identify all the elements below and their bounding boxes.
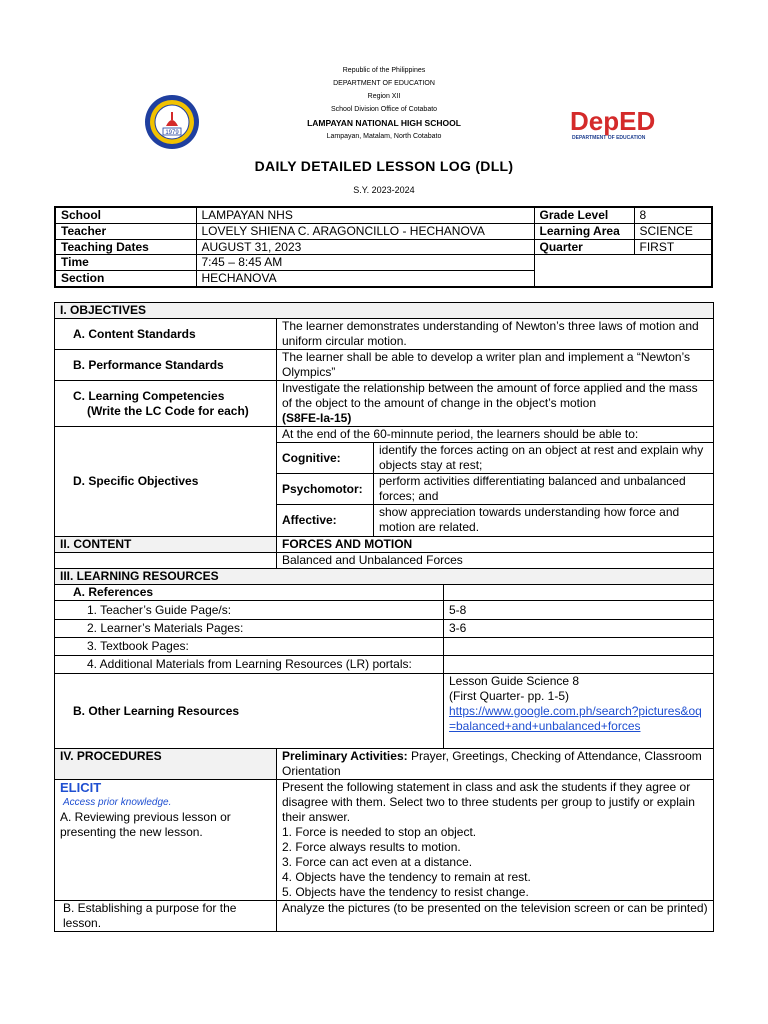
deped-logo-text: DepED xyxy=(570,106,656,136)
teachers-guide-label: 1. Teacher’s Guide Page/s: xyxy=(55,601,444,620)
lc-code: (S8FE-Ia-15) xyxy=(282,411,352,425)
grade-level-value: 8 xyxy=(634,207,712,223)
psychomotor-text: perform activities differentiating balanced and unbalanced forces; and xyxy=(374,474,714,505)
teachers-guide-value: 5-8 xyxy=(444,601,714,620)
specific-objectives-intro: At the end of the 60-minnute period, the learners should be able to: xyxy=(282,427,639,441)
reviewing-lesson-label: A. Reviewing previous lesson or presenting the new lesson. xyxy=(60,810,231,839)
purpose-text: Analyze the pictures (to be presented on the television screen or can be printed) xyxy=(277,901,714,932)
lesson-guide-title: Lesson Guide Science 8 xyxy=(449,674,580,688)
statement-item: 4. Objects have the tendency to remain at rest. xyxy=(282,870,531,884)
psychomotor-label: Psychomotor: xyxy=(277,474,374,505)
purpose-label: B. Establishing a purpose for the lesson. xyxy=(55,901,277,932)
school-label: School xyxy=(55,207,196,223)
procedures-heading: IV. PROCEDURES xyxy=(55,749,277,780)
header-school-name: LAMPAYAN NATIONAL HIGH SCHOOL xyxy=(307,118,461,128)
content-standards-label: A. Content Standards xyxy=(55,319,277,350)
performance-standards-label: B. Performance Standards xyxy=(55,350,277,381)
deped-logo-sub: DEPARTMENT OF EDUCATION xyxy=(572,135,646,141)
header-address: Lampayan, Matalam, North Cotabato xyxy=(326,133,442,140)
learners-materials-label: 2. Learner’s Materials Pages: xyxy=(55,620,444,638)
teacher-label: Teacher xyxy=(55,223,196,239)
preliminary-text: Prayer, Greetings, Checking of Attendance, Classroom Orientation xyxy=(282,749,702,778)
time-label: Time xyxy=(55,255,196,271)
statement-item: 3. Force can act even at a distance. xyxy=(282,855,473,869)
statement-item: 2. Force always results to motion. xyxy=(282,840,461,854)
header-division: School Division Office of Cotabato xyxy=(330,106,438,113)
header-region: Region XII xyxy=(367,93,401,100)
objectives-heading: I. OBJECTIVES xyxy=(55,303,714,319)
lesson-table xyxy=(54,302,714,932)
school-year: S.Y. 2023-2024 xyxy=(353,185,415,195)
other-resources-label: B. Other Learning Resources xyxy=(55,674,444,749)
preliminary-label: Preliminary Activities: xyxy=(282,749,408,763)
content-subtopic: Balanced and Unbalanced Forces xyxy=(277,553,714,569)
elicit-instructions: Present the following statement in class and ask the students if they agree or disagree with them. Select two to three students per group to justify or explain their answer. xyxy=(282,780,695,824)
page-title: DAILY DETAILED LESSON LOG (DLL) xyxy=(254,158,514,174)
textbook-pages-value xyxy=(444,638,714,656)
info-table xyxy=(54,206,713,288)
teaching-dates-label: Teaching Dates xyxy=(55,239,196,255)
learning-competencies-label: C. Learning Competencies xyxy=(73,388,225,403)
lesson-guide-pages: (First Quarter- pp. 1-5) xyxy=(449,689,570,703)
textbook-pages-label: 3. Textbook Pages: xyxy=(55,638,444,656)
header-republic: Republic of the Philippines xyxy=(342,67,426,74)
teaching-dates-value: AUGUST 31, 2023 xyxy=(196,239,534,255)
content-heading: II. CONTENT xyxy=(55,537,277,553)
elicit-label: ELICIT xyxy=(60,780,102,795)
deped-logo xyxy=(568,106,664,147)
quarter-label: Quarter xyxy=(534,239,634,255)
cognitive-label: Cognitive: xyxy=(277,443,374,474)
learning-competencies-note: (Write the LC Code for each) xyxy=(87,403,249,418)
elicit-note: Access prior knowledge. xyxy=(63,797,172,808)
cognitive-text: identify the forces acting on an object at rest and explain why objects stay at rest; xyxy=(374,443,714,474)
header-deped: DEPARTMENT OF EDUCATION xyxy=(333,80,435,87)
affective-label: Affective: xyxy=(277,505,374,536)
references-label: A. References xyxy=(55,585,444,601)
section-value: HECHANOVA xyxy=(196,271,534,287)
grade-level-label: Grade Level xyxy=(534,207,634,223)
resource-link[interactable]: https://www.google.com.ph/search?pictures&oq=balanced+and+unbalanced+forces xyxy=(449,704,702,733)
learning-competencies-text: Investigate the relationship between the amount of force applied and the mass of the object to the amount of change in the object’s motion xyxy=(282,381,698,410)
content-standards-text: The learner demonstrates understanding of Newton’s three laws of motion and uniform circular motion. xyxy=(277,319,714,350)
additional-materials-label: 4. Additional Materials from Learning Resources (LR) portals: xyxy=(55,656,444,674)
learning-area-label: Learning Area xyxy=(534,223,634,239)
resources-heading: III. LEARNING RESOURCES xyxy=(55,569,714,585)
school-seal-year: 1979 xyxy=(165,130,179,136)
statement-item: 1. Force is needed to stop an object. xyxy=(282,825,477,839)
time-value: 7:45 – 8:45 AM xyxy=(196,255,534,271)
teacher-value: LOVELY SHIENA C. ARAGONCILLO - HECHANOVA xyxy=(196,223,534,239)
content-topic: FORCES AND MOTION xyxy=(277,537,714,553)
domain-objectives xyxy=(277,442,713,536)
specific-objectives-label: D. Specific Objectives xyxy=(55,427,277,537)
learners-materials-value: 3-6 xyxy=(444,620,714,638)
quarter-value: FIRST xyxy=(634,239,712,255)
school-seal-logo xyxy=(144,94,200,155)
section-label: Section xyxy=(55,271,196,287)
affective-text: show appreciation towards understanding how force and motion are related. xyxy=(374,505,714,536)
performance-standards-text: The learner shall be able to develop a writer plan and implement a “Newton’s Olympics” xyxy=(277,350,714,381)
statement-item: 5. Objects have the tendency to resist change. xyxy=(282,885,529,899)
additional-materials-value xyxy=(444,656,714,674)
school-value: LAMPAYAN NHS xyxy=(196,207,534,223)
learning-area-value: SCIENCE xyxy=(634,223,712,239)
